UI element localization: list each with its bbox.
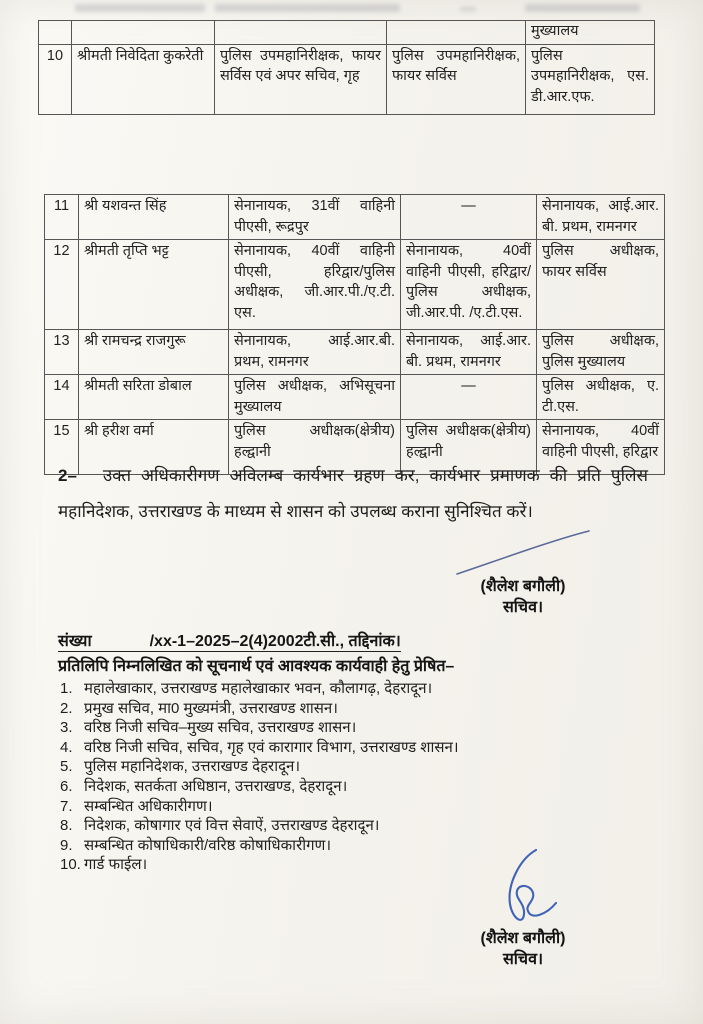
- paragraph-text: उक्त अधिकारीगण अविलम्ब कार्यभार ग्रहण कर, कार्यभार प्रमाणक की प्रति पुलिस महानिदेशक, उत्तराखण्ड के माध्यम से शासन को उपलब्ध कराना सुनिश्चित करें।: [58, 466, 648, 521]
- ghost-text-smudge: [525, 4, 640, 12]
- directive-paragraph: [58, 458, 648, 530]
- officer-name-cell: श्रीमती निवेदिता कुकरेती: [72, 44, 215, 114]
- previous-posting-cell: सेनानायक, आई.आर.बी. प्रथम, रामनगर: [229, 330, 401, 375]
- current-posting-cell: पुलिस अधीक्षक(क्षेत्रीय) हल्द्वानी: [401, 420, 537, 475]
- signature-scribble-icon: [478, 846, 568, 928]
- list-item-text: सम्बन्धित अधिकारीगण।: [84, 797, 213, 815]
- new-posting-cell: पुलिस अधीक्षक, फायर सर्विस: [537, 240, 665, 330]
- copy-to-heading: प्रतिलिपि निम्नलिखित को सूचनार्थ एवं आवश्यक कार्यवाही हेतु प्रेषित–: [58, 658, 455, 675]
- current-posting-cell: —: [401, 375, 537, 420]
- signatory-name: (शैलेश बगौली): [480, 930, 566, 947]
- number-value: /xx-1–2025–2(4)2002टी.सी., तद्दिनांक।: [149, 633, 401, 650]
- previous-posting-cell: सेनानायक, 31वीं वाहिनी पीएसी, रूद्रपुर: [229, 195, 401, 240]
- table-cell: [39, 21, 72, 45]
- officers-table-lower: [44, 194, 665, 475]
- list-item: [60, 816, 660, 836]
- list-item-number: 2.: [60, 699, 73, 717]
- serial-cell: 14: [45, 375, 79, 420]
- list-item-text: प्रमुख सचिव, मा0 मुख्यमंत्री, उत्तराखण्ड शासन।: [84, 699, 338, 717]
- list-item: [60, 757, 660, 777]
- list-item-number: 6.: [60, 777, 73, 795]
- table-cell: [215, 21, 387, 45]
- list-item-number: 9.: [60, 836, 73, 854]
- officer-name-cell: श्री हरीश वर्मा: [79, 420, 229, 475]
- serial-cell: 13: [45, 330, 79, 375]
- current-posting-cell: सेनानायक, आई.आर. बी. प्रथम, रामनगर: [401, 330, 537, 375]
- previous-posting-cell: पुलिस अधीक्षक(क्षेत्रीय) हल्द्वानी: [229, 420, 401, 475]
- table-row-partial: [39, 21, 655, 45]
- new-posting-cell: पुलिस उपमहानिरीक्षक, एस. डी.आर.एफ.: [526, 44, 655, 114]
- list-item-number: 1.: [60, 680, 73, 697]
- list-item-text: गार्ड फाईल।: [84, 856, 148, 874]
- officer-name-cell: श्री यशवन्त सिंह: [79, 195, 229, 240]
- list-item-text: महालेखाकार, उत्तराखण्ड महालेखाकार भवन, कौलागढ़, देहरादून।: [84, 680, 433, 697]
- current-posting-cell: —: [401, 195, 537, 240]
- list-item-text: सम्बन्धित कोषाधिकारी/वरिष्ठ कोषाधिकारीगण।: [84, 836, 332, 854]
- table-cell: [72, 21, 215, 45]
- list-item-number: 8.: [60, 817, 73, 835]
- signatory-name: (शैलेश बगौली): [480, 578, 566, 595]
- ghost-text-smudge: [215, 4, 400, 12]
- table-row-12: [45, 240, 665, 330]
- number-label: संख्या: [58, 633, 92, 650]
- list-item-number: 5.: [60, 758, 73, 776]
- list-item-text: पुलिस महानिदेशक, उत्तराखण्ड देहरादून।: [84, 758, 301, 776]
- table-row-11: [45, 195, 665, 240]
- current-posting-cell: पुलिस उपमहानिरीक्षक, फायर सर्विस: [387, 44, 526, 114]
- table-row-14: [45, 375, 665, 420]
- list-item-number: 4.: [60, 738, 73, 756]
- officer-name-cell: श्रीमती तृप्ति भट्ट: [79, 240, 229, 330]
- ghost-dash-smudge: [460, 7, 476, 11]
- reference-number-line: [58, 629, 658, 651]
- serial-cell: 10: [39, 44, 72, 114]
- list-item: [60, 699, 660, 719]
- signatory-title: सचिव।: [502, 951, 544, 968]
- previous-posting-cell: सेनानायक, 40वीं वाहिनी पीएसी, हरिद्वार/पुलिस अधीक्षक, जी.आर.पी./ए.टी. एस.: [229, 240, 401, 330]
- list-item: [60, 718, 660, 738]
- list-item: [60, 797, 660, 817]
- previous-posting-cell: पुलिस अधीक्षक, अभिसूचना मुख्यालय: [229, 375, 401, 420]
- signature-stroke-icon: [453, 528, 593, 576]
- previous-posting-cell: पुलिस उपमहानिरीक्षक, फायर सर्विस एवं अपर सचिव, गृह: [215, 44, 387, 114]
- officer-name-cell: श्रीमती सरिता डोबाल: [79, 375, 229, 420]
- ghost-bleed-row: [70, 2, 640, 16]
- officers-table-upper: [38, 20, 655, 115]
- list-item: [60, 738, 660, 758]
- new-posting-cell: पुलिस अधीक्षक, पुलिस मुख्यालय: [537, 330, 665, 375]
- list-item-text: वरिष्ठ निजी सचिव, सचिव, गृह एवं कारागार विभाग, उत्तराखण्ड शासन।: [84, 738, 459, 756]
- list-item-number: 7.: [60, 797, 73, 815]
- table-cell: मुख्यालय: [526, 21, 655, 45]
- serial-cell: 11: [45, 195, 79, 240]
- officer-name-cell: श्री रामचन्द्र राजगुरू: [79, 330, 229, 375]
- signature-block-top: [438, 528, 608, 618]
- table-cell: [387, 21, 526, 45]
- list-item-text: वरिष्ठ निजी सचिव–मुख्य सचिव, उत्तराखण्ड शासन।: [84, 719, 357, 737]
- list-item-number: 3.: [60, 719, 73, 737]
- new-posting-cell: सेनानायक, 40वीं वाहिनी पीएसी, हरिद्वार: [537, 420, 665, 475]
- table-row-13: [45, 330, 665, 375]
- ghost-text-smudge: [75, 4, 205, 12]
- list-item-text: निदेशक, कोषागार एवं वित्त सेवाऐं, उत्तराखण्ड देहरादून।: [84, 817, 380, 835]
- list-item: [60, 679, 660, 699]
- paragraph-number: 2–: [58, 466, 77, 485]
- list-item-text: निदेशक, सतर्कता अधिष्ठान, उत्तराखण्ड, देहरादून।: [84, 777, 348, 795]
- new-posting-cell: पुलिस अधीक्षक, ए. टी.एस.: [537, 375, 665, 420]
- serial-cell: 15: [45, 420, 79, 475]
- list-item-number: 10.: [60, 856, 81, 874]
- current-posting-cell: सेनानायक, 40वीं वाहिनी पीएसी, हरिद्वार/पुलिस अधीक्षक, जी.आर.पी. /ए.टी.एस.: [401, 240, 537, 330]
- serial-cell: 12: [45, 240, 79, 330]
- list-item: [60, 777, 660, 797]
- table-row-10: [39, 44, 655, 114]
- signatory-title: सचिव।: [502, 599, 544, 616]
- new-posting-cell: सेनानायक, आई.आर. बी. प्रथम, रामनगर: [537, 195, 665, 240]
- signature-block-bottom: [438, 846, 608, 970]
